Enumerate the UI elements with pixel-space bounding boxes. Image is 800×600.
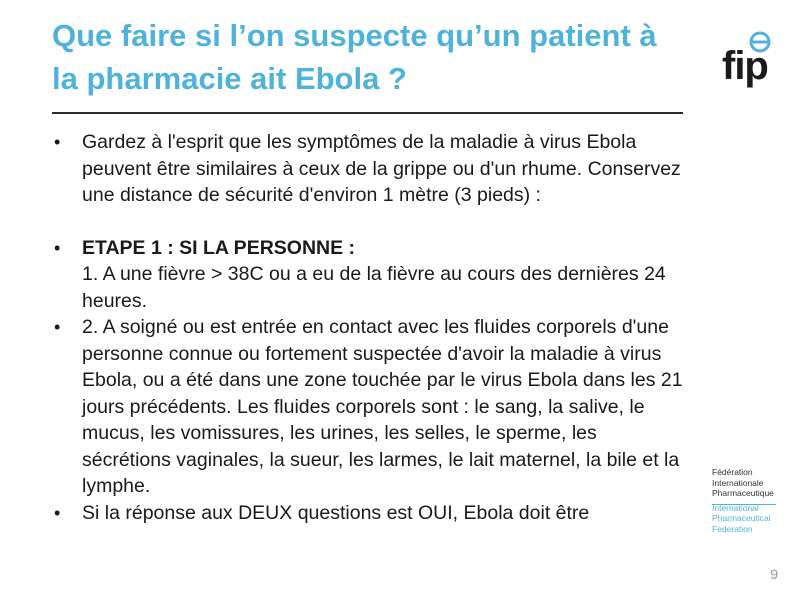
org-name xyxy=(712,467,774,534)
bullet-step-item-2: • 2. A soigné ou est entrée en contact avec les fluides corporels d'une personne connue ou fortement suspectée d'avoir la maladie à virus Ebola, ou a été dans une zone touchée par le virus Ebola dans les 21 jours précédents. Les fluides corporels sont : le sang, la salive, le mucus, les vomissures, les urines, les selles, le sperme, les sécrétions vaginales, la sueur, les larmes, le lait maternel, la bile et la lymphe. xyxy=(52,314,687,500)
step-item-1: 1. A une fièvre > 38C ou a eu de la fièvre au cours des dernières 24 heures. xyxy=(82,263,666,312)
fip-logo-text: fip xyxy=(722,44,768,88)
org-divider xyxy=(712,504,776,505)
slide-content xyxy=(52,129,687,526)
slide-title: Que faire si l’on suspecte qu’un patient à la pharmacie ait Ebola ? xyxy=(52,18,657,96)
spacer xyxy=(52,209,687,235)
org-name-fr: Fédération Internationale Pharmaceutique xyxy=(712,467,774,498)
org-name-en: International Pharmaceutical Federation xyxy=(712,502,771,534)
page-number: 9 xyxy=(770,566,778,582)
fip-logo xyxy=(720,30,776,98)
bullet-conclusion: • Si la réponse aux DEUX questions est OUI, Ebola doit être xyxy=(52,500,687,527)
bullet-step1 xyxy=(52,235,687,315)
step-title: • ETAPE 1 : SI LA PERSONNE : xyxy=(82,236,356,259)
title-divider xyxy=(52,112,683,114)
bullet-intro: • Gardez à l'esprit que les symptômes de la maladie à virus Ebola peuvent être similaires à ceux de la grippe ou d'un rhume. Conservez une distance de sécurité d'environ 1 mètre (3 pieds) : xyxy=(52,129,687,209)
